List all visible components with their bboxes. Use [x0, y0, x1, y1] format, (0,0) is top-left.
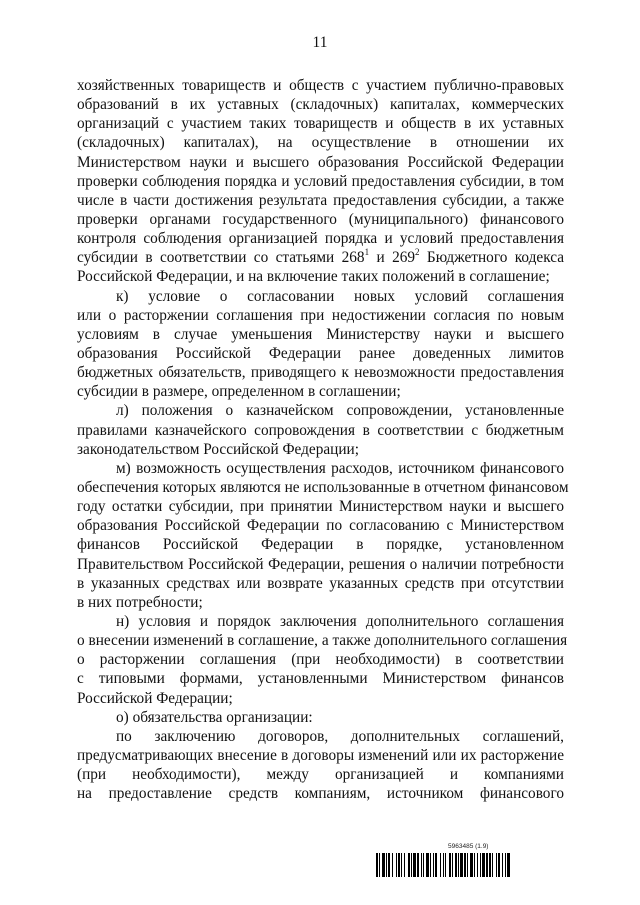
text-line: проверки соблюдения порядка и условий предоставления субсидии, в том — [77, 172, 564, 190]
text-line-with-superscripts — [77, 248, 564, 267]
text-fragment: Бюджетного кодекса — [419, 249, 565, 267]
text-line: бюджетных обязательств, приводящего к невозможности предоставления — [77, 364, 564, 382]
text-line: законодательством Российской Федерации; — [77, 440, 359, 458]
text-line: организаций с участием таких товариществ и обществ в их уставных — [77, 115, 564, 133]
text-line: Российской Федерации; — [77, 689, 233, 707]
barcode-icon — [376, 853, 569, 877]
superscript: 1 — [364, 247, 370, 258]
text-line: в указанных средствах или возврате указанных средств при отсутствии — [77, 574, 564, 592]
text-line: финансов Российской Федерации в порядке, установленном — [77, 536, 564, 554]
text-line: году остатки субсидии, при принятии Министерством науки и высшего — [77, 498, 564, 516]
text-line: числе в части достижения результата предоставления субсидии, а также — [77, 191, 564, 209]
page-number: 11 — [312, 34, 328, 51]
text-line: образования Российской Федерации ранее доведенных лимитов — [77, 344, 564, 362]
text-line: по заключению договоров, дополнительных соглашений, — [116, 727, 564, 745]
text-line: предусматривающих внесение в договоры изменений или их расторжение — [77, 746, 564, 764]
text-line: с типовыми формами, установленными Министерством финансов — [77, 670, 564, 688]
paragraph-k-start: к) условие о согласовании новых условий соглашения — [116, 287, 564, 305]
document-body — [77, 76, 569, 803]
text-line: контроля соблюдения организацией порядка и условий предоставления — [77, 230, 564, 248]
text-line: обеспечения которых являются не использованные в отчетном финансовом — [77, 478, 569, 496]
text-line: (складочных) капиталах), на осуществление в отношении их — [77, 134, 564, 152]
text-line: или о расторжении соглашения при недостижении согласия по новым — [77, 306, 564, 324]
paragraph-n-start: н) условия и порядок заключения дополнительного соглашения — [116, 612, 564, 630]
text-line: о внесении изменений в соглашение, а также дополнительного соглашения — [77, 632, 568, 650]
text-fragment: и 269 — [369, 249, 416, 267]
text-line: субсидии в размере, определенном в соглашении; — [77, 383, 401, 401]
text-line: образования Российской Федерации по согласованию с Министерством — [77, 517, 564, 535]
text-line: Российской Федерации, и на включение таких положений в соглашение; — [77, 268, 550, 286]
superscript: 2 — [415, 247, 420, 258]
barcode-label: 5963485 (1.9) — [448, 843, 489, 850]
text-line: образований в их уставных (складочных) капиталах, коммерческих — [77, 96, 564, 114]
text-line: Правительством Российской Федерации, решения о наличии потребности — [77, 555, 564, 573]
text-line: проверки органами государственного (муниципального) финансового — [77, 210, 564, 228]
text-line: о расторжении соглашения (при необходимости) в соответствии — [77, 651, 564, 669]
paragraph-l-start: л) положения о казначейском сопровождении, установленные — [116, 402, 564, 420]
text-line: Министерством науки и высшего образования Российской Федерации — [77, 153, 564, 171]
text-line: хозяйственных товариществ и обществ с участием публично-правовых — [77, 77, 564, 94]
text-fragment: субсидии в соответствии со статьями 268 — [77, 249, 365, 267]
text-line: (при необходимости), между организацией и компаниями — [77, 766, 564, 784]
paragraph-m-start: м) возможность осуществления расходов, источником финансового — [116, 459, 564, 477]
paragraph-o-start: о) обязательства организации: — [116, 708, 313, 726]
text-line: на предоставление средств компаниям, источником финансового — [77, 785, 564, 803]
text-line: правилами казначейского сопровождения в соответствии с бюджетным — [77, 421, 564, 439]
text-line: в них потребности; — [77, 593, 203, 611]
text-line: условиям в случае уменьшения Министерству науки и высшего — [77, 325, 564, 343]
document-barcode — [376, 843, 569, 879]
